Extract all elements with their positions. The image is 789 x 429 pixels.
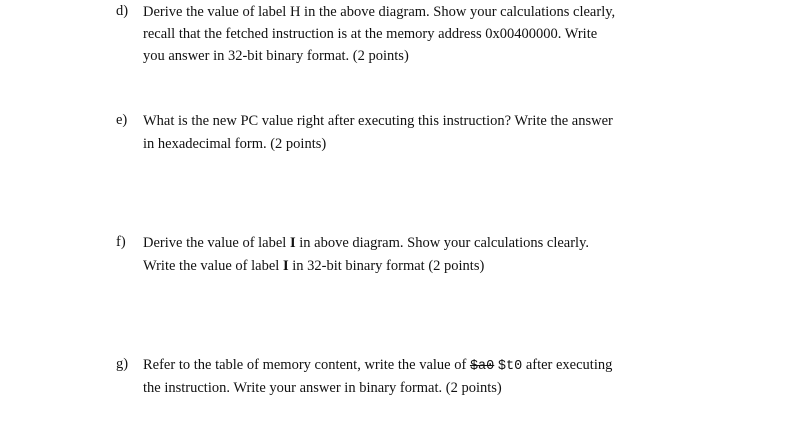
question-g-line-1-part-a: Refer to the table of memory content, write the value of bbox=[143, 357, 470, 373]
question-e bbox=[116, 112, 676, 152]
question-g-label: g) bbox=[116, 356, 129, 372]
question-d-line-1: Derive the value of label H in the above diagram. Show your calculations clearly, bbox=[143, 4, 616, 20]
label-i-bold: I bbox=[282, 258, 289, 274]
question-f-label: f) bbox=[116, 234, 126, 250]
question-d bbox=[116, 3, 676, 63]
question-d-label: d) bbox=[116, 3, 129, 19]
question-g-line-1 bbox=[143, 356, 612, 376]
question-f-line-2-part-a: Write the value of label bbox=[143, 258, 283, 274]
question-f-line-1-part-a: Derive the value of label bbox=[143, 235, 290, 251]
question-g bbox=[116, 356, 676, 396]
question-d-line-3: you answer in 32-bit binary format. (2 points) bbox=[143, 48, 409, 64]
register-t0: $t0 bbox=[497, 359, 523, 374]
question-f-line-2 bbox=[143, 257, 484, 275]
question-f-line-1-part-b: in above diagram. Show your calculations clearly. bbox=[295, 235, 590, 251]
question-g-line-2: the instruction. Write your answer in binary format. (2 points) bbox=[143, 380, 502, 396]
struck-register-a0: $a0 bbox=[469, 359, 495, 374]
question-f bbox=[116, 234, 676, 274]
question-e-line-1: What is the new PC value right after executing this instruction? Write the answer bbox=[143, 113, 613, 129]
question-g-line-1-part-b: after executing bbox=[522, 357, 613, 373]
label-i-bold: I bbox=[289, 235, 296, 251]
question-f-line-1 bbox=[143, 234, 589, 252]
question-d-line-2: recall that the fetched instruction is at the memory address 0x00400000. Write bbox=[143, 26, 598, 42]
question-e-label: e) bbox=[116, 112, 128, 128]
question-f-line-2-part-b: in 32-bit binary format (2 points) bbox=[288, 258, 485, 274]
question-e-line-2: in hexadecimal form. (2 points) bbox=[143, 136, 327, 152]
